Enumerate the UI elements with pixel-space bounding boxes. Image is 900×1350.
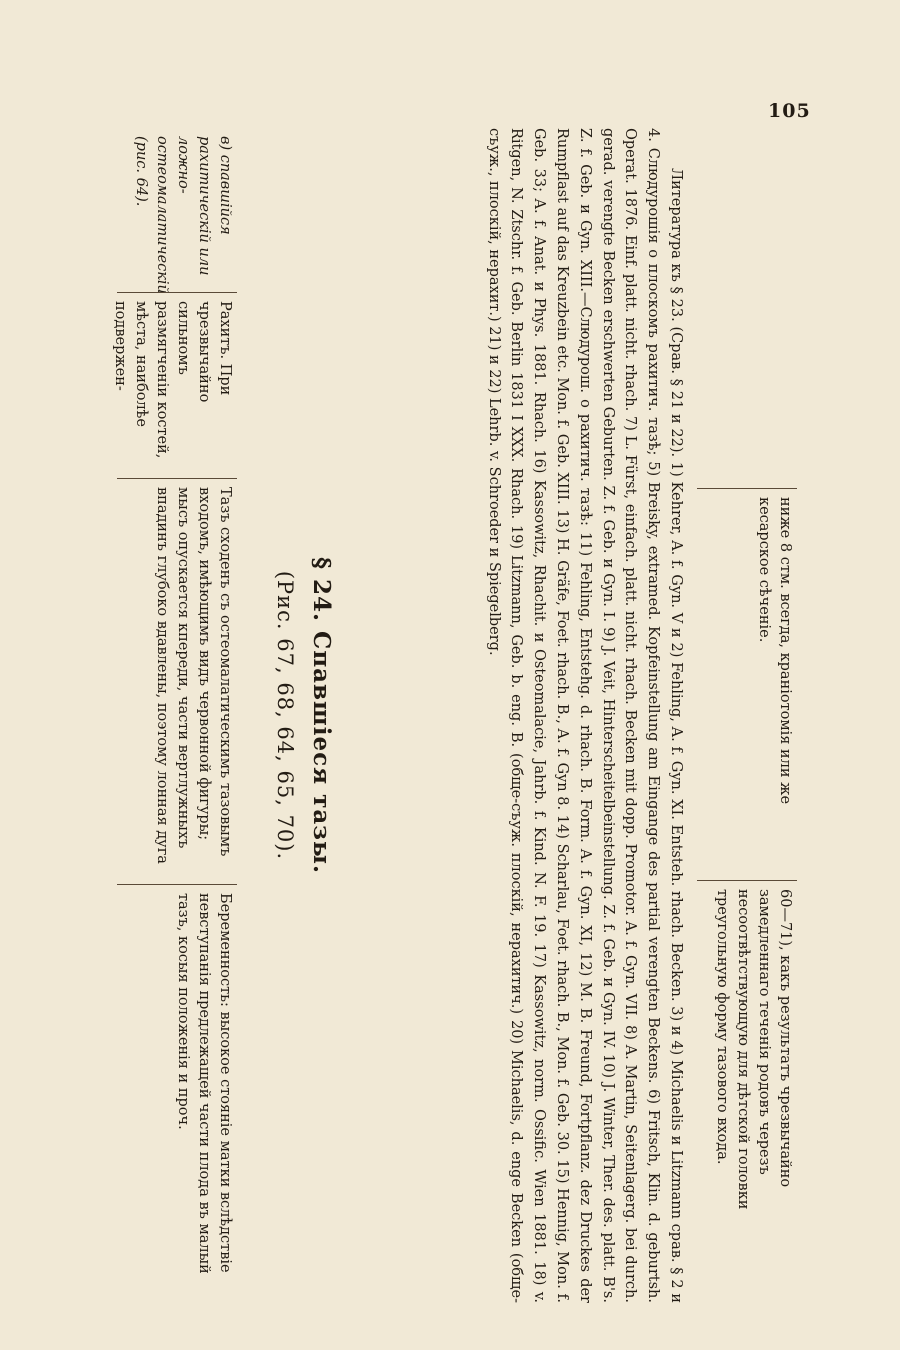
bottom-table-col3: Тазъ сходенъ съ остеомалатическимъ тазовымъ входомъ, имѣющимъ видъ червонной фигуры; мысъ опускается кпереди, части вертлужныхъ впадинъ глубоко вдавлены, поэтому лонная дуга [117,478,237,884]
top-table [697,128,797,1303]
rotated-page-content [102,128,797,1303]
literature-paragraph: Литература къ § 23. (Срав. § 21 и 22). 1) Kehrer, A. f. Gyn. V и 2) Fehling, A. f. Gyn. XI. Entsteh. rhach. Becken. 3) и 4) Michaelis и Litzmann срав. § 2 и 4. Слюдурошія о плоскомъ рахитич. тазѣ; 5) Breisky, extramed. Kopfeinstellung am Eingange des partial verengten Beckens. 6) Fritsch, Klin. d. geburtsh. Operat. 1876. Einf. platt. nicht. rhach. 7) L. Fürst, einfach. platt. nicht. rhach. Becken mit dopp. Promotor. A. f. Gyn. VII. 8) A. Martin, Seitenlagerg. bei durch. gerad. verengte Becken erschwerten Geburten. Z. f. Geb. и Gyn. I. 9) J. Veit, Hinterscheitelbeinstellung. Z. f. Geb. и Gyn. IV. 10) J. Winter, Ther. des. platt. B's. Z. f. Geb. и Gyn. XIII.—Слюдурош. о рахитич. тазѣ: 11) Fehling, Entstehg. d. rhach. B. Form. A. f. Gyn. XI, 12) M. B. Freund, Fortpflanz. dez Druckes der Rumpflast auf das Kreuzbein etc. Mon. f. Geb. XIII. 13) H. Gräfe, Foet. rhach. B., A. f. Gyn 8. 14) Scharlau, Foet. rhach. B., Mon. f. Geb. 30. 15) Hennig, Mon. f. Geb. 33; A. f. Anat. и Phys. 1881. Rhach. 16) Kassowitz, Rhachit. и Osteomalacie, Jahrb. f. Kind. N. F. 19. 17) Kassowitz, norm. Ossific. Wien 1881. 18) v. Ritgen, N. Ztschr. f. Geb. Berlin 1831 I XXX. Rhach. 19) Litzmann, Geb. b. eng. B. (обще-съуж. плоскій, нерахитич.) 20) Michaelis, d. enge Becken (обще-съуж., плоскій, нерахит.) 21) и 22) Lehrb. v. Schroeder и Spiegelberg. [485,128,684,1303]
page-number: 105 [768,100,811,122]
bottom-table-col4: Беременность: высокое стояніе матки вслѣдствіе невступанія предлежащей части плода въ малый тазъ, косыя положенія и проч. [117,884,237,1303]
bottom-table-col2: Рахитъ. При чрезвычайно сильномъ размягченіи костей, мѣста, наиболѣе подвержен- [117,292,237,478]
top-table-col1 [697,128,797,488]
bottom-table-col1: в) спавшійся рахитическій или ложно-остеомалатическій (рис. 64). [133,136,233,294]
top-table-col2: ниже 8 стм. всегда, краніотомія или же кесарское сѣченіе. [697,488,797,880]
section-figure-refs: (Рис. 67, 68, 64, 65, 70). [273,570,297,861]
bottom-table [112,128,237,1303]
section-heading: § 24. Спавшіеся тазы. [308,556,335,875]
top-table-col3: 60—71), какъ результатъ чрезвычайно замедленнаго теченія родовъ черезъ несоотвѣтствующую для дѣтской головки треугольную форму тазового входа. [697,880,797,1303]
